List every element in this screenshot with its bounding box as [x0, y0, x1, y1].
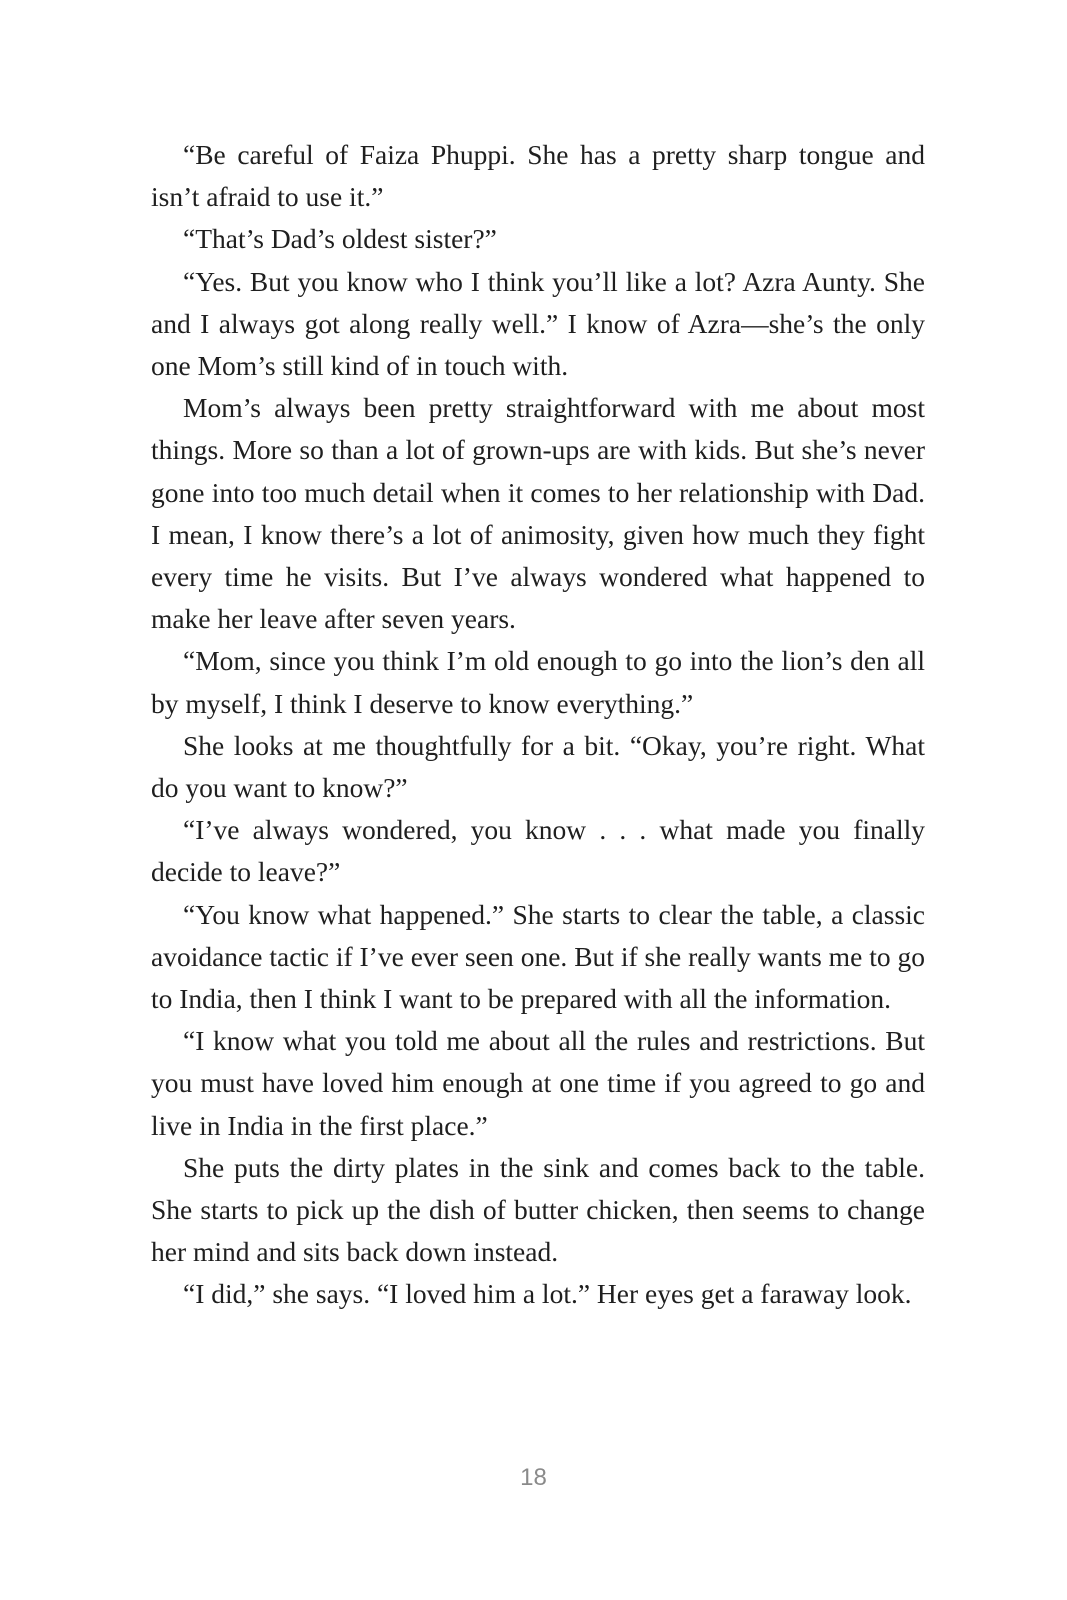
paragraph-10: She puts the dirty plates in the sink and comes back to the table. She starts to pick up the dish of butter chicken, then seems to change her mind and sits back down instead.	[151, 1151, 925, 1268]
paragraph-4: Mom’s always been pretty straightforward with me about most things. More so than a lot of grown-ups are with kids. But she’s never gone into too much detail when it comes to her relationship with Dad. I mean, I know there’s a lot of animosity, given how much they fight every time he visits. But I’ve always wondered what happened to make her leave after seven years.	[151, 392, 925, 635]
paragraph-5: “Mom, since you think I’m old enough to go into the lion’s den all by myself, I think I deserve to know everything.”	[151, 645, 925, 719]
paragraph-8: “You know what happened.” She starts to clear the table, a classic avoidance tactic if I’ve ever seen one. But if she really wants me to go to India, then I think I want to be prepared with all the information.	[151, 898, 925, 1015]
paragraph-9: “I know what you told me about all the rules and restrictions. But you must have loved him enough at one time if you agreed to go and live in India in the first place.”	[151, 1025, 925, 1141]
body-text	[151, 134, 925, 1316]
paragraph-1: “Be careful of Faiza Phuppi. She has a pretty sharp tongue and isn’t afraid to use it.”	[151, 139, 925, 213]
paragraph-7: “I’ve always wondered, you know . . . what made you finally decide to leave?”	[151, 814, 925, 888]
page-number: 18	[520, 1464, 547, 1491]
paragraph-2: “That’s Dad’s oldest sister?”	[183, 223, 497, 255]
paragraph-3: “Yes. But you know who I think you’ll like a lot? Azra Aunty. She and I always got along really well.” I know of Azra—she’s the only one Mom’s still kind of in touch with.	[151, 265, 925, 382]
paragraph-11: “I did,” she says. “I loved him a lot.” Her eyes get a faraway look.	[183, 1278, 912, 1310]
paragraph-6: She looks at me thoughtfully for a bit. “Okay, you’re right. What do you want to know?”	[151, 729, 925, 804]
